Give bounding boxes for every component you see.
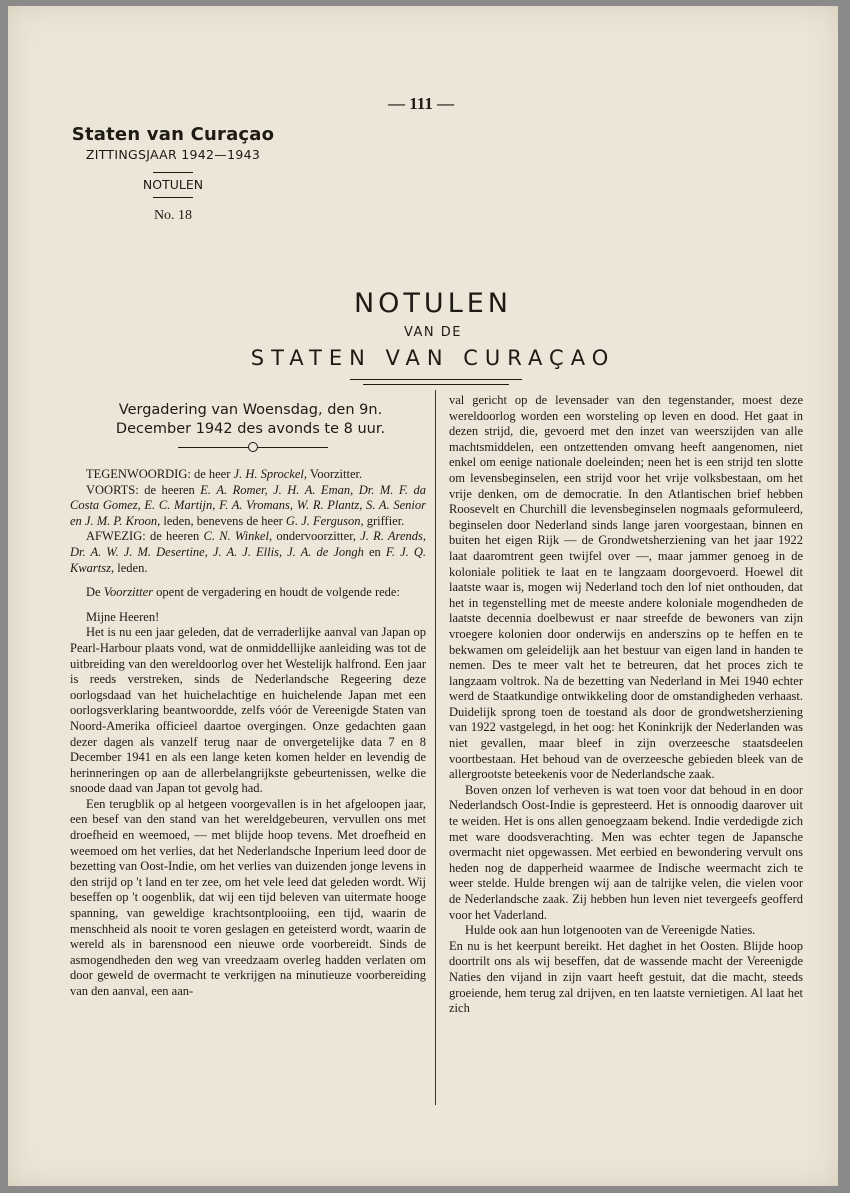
column-divider [435, 390, 436, 1105]
absent-last-name: F. J. Q. Kwartsz, [70, 544, 426, 575]
clerk-name: G. J. Ferguson, [285, 513, 364, 528]
members-names: E. A. Romer, J. H. A. Eman, Dr. M. F. da Costa Gomez, E. C. Martijn, F. A. Vromans, W. R. Plantz, S. A. Senior en J. M. P. Kroon, [70, 482, 426, 528]
absent-and: en [363, 544, 386, 559]
attendance-members [70, 483, 426, 530]
attendance-present [70, 467, 426, 483]
main-org: STATEN VAN CURAÇAO [250, 346, 616, 370]
masthead-rule [153, 197, 193, 198]
clerk-role: griffier. [363, 513, 405, 528]
chairman-role: Voorzitter. [307, 467, 363, 481]
members-label: VOORTS: de heeren [86, 482, 201, 497]
document-page [8, 6, 838, 1186]
masthead [58, 124, 288, 224]
main-subtitle: VAN DE [403, 325, 463, 340]
right-column [449, 393, 803, 1017]
absent-names: J. R. Arends, Dr. A. W. J. M. Desertine, J. A. J. Ellis, J. A. de Jongh [70, 529, 426, 559]
absent-label: AFWEZIG: de heeren [86, 529, 204, 544]
masthead-doc-type: NOTULEN [142, 177, 204, 192]
salutation: Mijne Heeren! [86, 609, 160, 624]
meeting-line-1: Vergadering van Woensdag, den 9n. [118, 402, 383, 418]
title-rule [350, 379, 522, 380]
speech-paragraph: En nu is het keerpunt bereikt. Het daghet in het Oosten. Blijde hoop doortrilt ons als wij beseffen, dat de wassende macht der Vereenigde Naties den vijand in zijn vaart heeft gestuit, dat die macht, steeds groeiende, hem terug zal drijven, en ten laatste vernietigen. Al laat het zich [449, 938, 803, 1016]
vice-chair-role: ondervoorzitter, [272, 529, 361, 544]
title-rule [363, 384, 509, 385]
meeting-line-2: December 1942 des avonds te 8 uur. [115, 421, 386, 437]
meeting-heading [78, 401, 423, 439]
speech-paragraph: Hulde ook aan hun lotgenooten van de Vereenigde Naties. [465, 923, 756, 938]
main-title: NOTULEN [353, 288, 512, 319]
masthead-number: No. 18 [153, 208, 193, 223]
meeting-rule-ornament [248, 442, 258, 452]
left-column [70, 467, 426, 1000]
speech-paragraph: val gericht op de levensader van den tegenstander, moest deze wereldoorlog worden een worsteling op leven en dood. Het gaat in dezen strijd, die, gevoerd met den inzet van weerszijden van alle machtsmiddelen, een ontzettenden omvang heeft aangenomen, niet enkel om eenige nationale doeleinden; neen het is een strijd ten slotte om levensbeginselen, een strijd voor het vrije volksbestaan, om het vrije denken, om de democratie. In den Atlantischen brief hebben Roosevelt en Churchill die levensbeginselen nogmaals geformuleerd, beginselen door Nederland sinds lange jaren voorgestaan, binnen en buiten het eigen Rijk — de Grondwetsherziening van het jaar 1922 laat daaromtrent geen twijfel over —, maar jammer genoeg in de koloniale politiek te laat en te langzaam doorgevoerd. Hoewel dit laatste waar is, mogen wij Nederland toch den lof niet onthouden, dat het in tegenstelling met de meeste andere koloniale mogendheden de laatste decennia doelbewust er naar streefde de bewoners van zijn vroegere kolonien door onderwijs en anderszins op te heffen en te bekwamen om geleidelijk aan het bestuur van eigen land in handen te nemen. Des te meer valt het te betreuren, dat het proces zich te langzaam voltrok. Na de bezetting van Nederland in Mei 1940 echter werd de Staatkundige ontwikkeling door de omstandigheden verhaast. Duidelijk sprong toen de toestand als door de grondwetsherziening van 1922 vastgelegd, in het oog: het Koninkrijk der Nederlanden was niet gevallen, maar bleef in zijn overzeesche staatsdeelen voortbestaan. Het behoud van de overzeesche gebieden bleek van de allergrootste beteekenis voor de Nederlandsche zaak. [449, 393, 803, 782]
chairman-name: J. H. Sprockel, [233, 467, 307, 481]
opening-post: opent de vergadering en houdt de volgende rede: [153, 585, 400, 600]
speech-paragraph: Een terugblik op al hetgeen voorgevallen is in het afgeloopen jaar, een besef van den stand van het wereldgebeuren, vervullen ons met droefheid en weemoed, — met blijde hoop tevens. Met droefheid en weemoed om het verlies, dat het Nederlandsche Inperium leed door de bezetting van Oost-Indie, om het verlies van duizenden jonge levens in den strijd op 't land en ter zee, om het vele leed dat geleden wordt. Wij beseffen op 't oogenblik, dat wij een tijd beleven van uitermate hooge spanning, van geweldige krachtsontplooiing, een tijd, waarin de menschheid als nooit te voren geslagen en geteisterd wordt, waarin de wereld als in barensnood een nieuwe orde voorbereidt. Sinds de asmogendheden den weg van vreedzaam overleg hadden verlaten om door geweld de overmacht te verkrijgen na minutieuze voorbereiding van den aanval, een aan- [70, 796, 426, 998]
present-label: TEGENWOORDIG: de heer [86, 467, 234, 481]
masthead-rule [153, 172, 193, 173]
speech-paragraph: Het is nu een jaar geleden, dat de verraderlijke aanval van Japan op Pearl-Harbour plaats vond, wat de onmiddellijke aanleiding was tot de uitbreiding van den wereldoorlog over het Westelijk halfrond. Een jaar is reeds verstreken, sinds de Nederlandsche Regeering deze oorlogsdaad van het huichelachtige en huichelende Japan met een oorlogsverklaring beantwoordde, zelfs vóór de Vereenigde Staten van Noord-Amerika officieel daartoe overgingen. Onze gedachten gaan dezer dagen als vanzelf terug naar de onvergetelijke data 7 en 8 December 1941 en als een lange keten komen helder en levendig de herinneringen op aan de allerbelangrijkste gebeurtenissen, welke die snoode daad van Japan tot gevolg had. [70, 625, 426, 796]
opening-line [70, 585, 426, 601]
opening-speaker: Voorzitter [103, 585, 154, 600]
members-mid: leden, benevens de heer [160, 513, 286, 528]
attendance-absent [70, 529, 426, 576]
page-number: — 111 — [388, 94, 455, 113]
opening-pre: De [86, 585, 104, 600]
vice-chair-name: C. N. Winkel, [203, 529, 273, 544]
masthead-title: Staten van Curaçao [71, 124, 275, 145]
absent-end: leden. [114, 560, 148, 575]
masthead-session: ZITTINGSJAAR 1942—1943 [85, 147, 261, 162]
speech-paragraph: Boven onzen lof verheven is wat toen voor dat behoud in en door Nederlandsch Oost-Indie is gepresteerd. Het is onnoodig daarover uit te weiden. Het is ons allen genoegzaam bekend. Indie verdedigde zich met ware doodsverachting. Men was echter tegen de Japansche overmacht niet opgewassen. Met eerbied en bewondering vervult ons heden nog de dapperheid waarmee de Indische weermacht zich te weer stelde. Hulde brengen wij aan de talrijke velen, die vielen voor de Nederlandsche zaak. Zij hebben hun leven niet tevergeefs geofferd voor het Vaderland. [449, 782, 803, 922]
